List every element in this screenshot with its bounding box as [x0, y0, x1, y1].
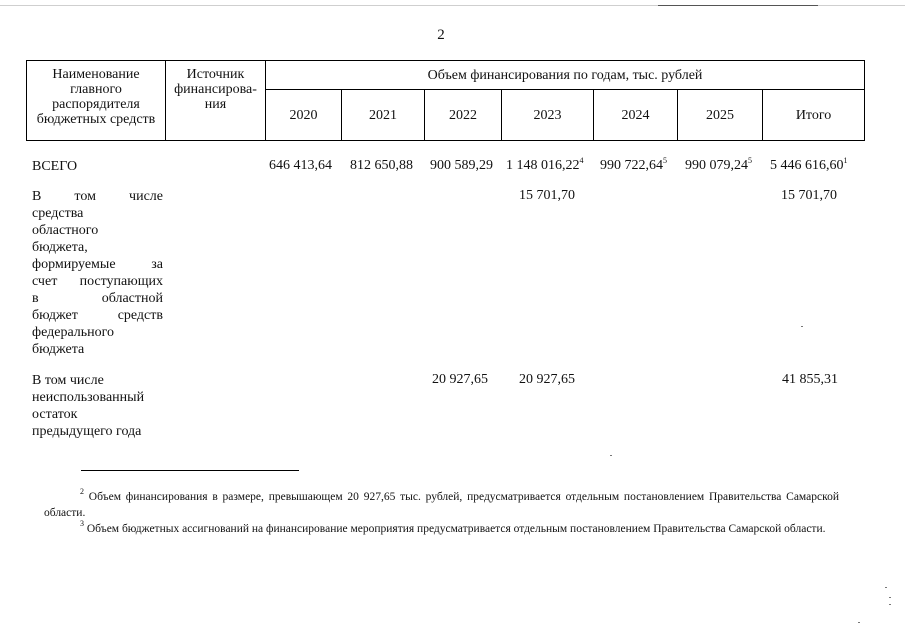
row-label-line: бюджет средств	[32, 308, 163, 323]
footnote-ref: 5	[663, 156, 667, 165]
footnote-text: Объем бюджетных ассигнований на финансирование мероприятия предусматривается отдельным постановлением Правительства Самарской области.	[86, 523, 826, 535]
footnote-ref: 5	[748, 156, 752, 165]
scan-speck	[858, 622, 860, 623]
cell-2023: 15 701,70	[519, 188, 575, 203]
footnote-separator	[81, 470, 299, 471]
cell-total: 41 855,31	[782, 372, 838, 387]
header-year-2021: 2021	[342, 90, 425, 141]
header-year-2020: 2020	[266, 90, 342, 141]
cell-2021: 812 650,88	[350, 158, 413, 173]
scan-speck	[885, 587, 887, 588]
cell-total	[770, 158, 848, 174]
cell-value: 1 148 016,22	[506, 158, 580, 173]
header-year-2025: 2025	[678, 90, 763, 141]
financing-table-header	[26, 60, 865, 141]
top-scan-mark	[658, 5, 818, 6]
row-label	[32, 372, 163, 440]
header-year-2022: 2022	[425, 90, 502, 141]
cell-total: 15 701,70	[781, 188, 837, 203]
row-label-line: предыдущего года	[32, 424, 142, 439]
footnote	[44, 521, 839, 537]
header-cell-volume: Объем финансирования по годам, тыс. рублей	[266, 61, 865, 90]
scan-speck	[801, 326, 803, 327]
cell-2025	[685, 158, 752, 174]
cell-value: 5 446 616,60	[770, 158, 844, 173]
row-label-line: бюджета,	[32, 240, 88, 255]
row-label-line: В том числе	[32, 189, 163, 204]
footnote-ref: 4	[579, 156, 584, 165]
scan-speck	[610, 455, 612, 456]
header-year-2023: 2023	[502, 90, 594, 141]
footnote-mark: 3	[80, 519, 84, 528]
scan-speck	[889, 597, 891, 598]
row-label-line: бюджета	[32, 342, 85, 357]
header-cell-name: Наименование главного распорядителя бюджетных средств	[27, 61, 166, 141]
footnote-text: Объем финансирования в размере, превышающем 20 927,65 тыс. рублей, предусматривается отдельным постановлением Правительства Самарской области.	[44, 491, 840, 519]
cell-2022: 900 589,29	[430, 158, 493, 173]
cell-value: 990 722,64	[600, 158, 663, 173]
row-label-line: счет поступающих	[32, 274, 163, 289]
cell-2022: 20 927,65	[432, 372, 488, 387]
cell-value: 990 079,24	[685, 158, 748, 173]
row-label	[32, 188, 163, 358]
footnote	[44, 489, 839, 521]
page-number: 2	[437, 27, 445, 43]
footnote-ref: 1	[843, 156, 848, 165]
row-label-line: формируемые за	[32, 257, 163, 272]
row-label	[32, 158, 163, 175]
header-cell-source: Источник финансирова-ния	[166, 61, 266, 141]
row-label-line: в областной	[32, 291, 163, 306]
cell-2020: 646 413,64	[269, 158, 332, 173]
header-year-2024: 2024	[594, 90, 678, 141]
row-label-line: неиспользованный	[32, 390, 145, 405]
row-label-line: остаток	[32, 407, 78, 422]
cell-2023	[506, 158, 584, 174]
row-label-line: средства	[32, 206, 84, 221]
row-label-line: ВСЕГО	[32, 159, 78, 174]
footnote-mark: 2	[80, 487, 84, 496]
header-total: Итого	[763, 90, 865, 141]
cell-2024	[600, 158, 667, 174]
scan-speck	[889, 604, 891, 605]
row-label-line: областного	[32, 223, 99, 238]
row-label-line: федерального	[32, 325, 115, 340]
cell-2023: 20 927,65	[519, 372, 575, 387]
row-label-line: В том числе	[32, 373, 104, 388]
